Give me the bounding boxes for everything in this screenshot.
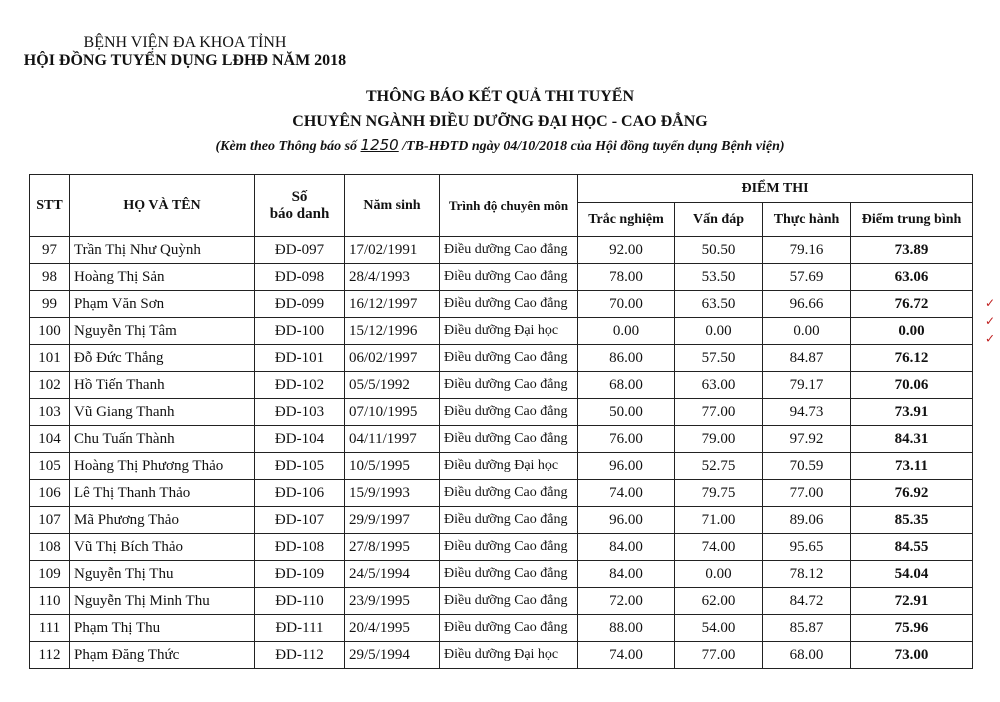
cell-mcq: 74.00 bbox=[578, 480, 675, 507]
cell-stt: 103 bbox=[30, 399, 70, 426]
cell-sbd: ĐD-102 bbox=[255, 372, 345, 399]
cell-oral: 57.50 bbox=[675, 345, 763, 372]
cell-stt: 112 bbox=[30, 642, 70, 669]
cell-sbd: ĐD-108 bbox=[255, 534, 345, 561]
cell-level: Điều dưỡng Cao đẳng bbox=[440, 237, 578, 264]
cell-mcq: 78.00 bbox=[578, 264, 675, 291]
cell-name: Lê Thị Thanh Thảo bbox=[70, 480, 255, 507]
cell-practice: 0.00 bbox=[763, 318, 851, 345]
cell-avg: 73.11 bbox=[851, 453, 973, 480]
cell-oral: 79.75 bbox=[675, 480, 763, 507]
table-row bbox=[30, 615, 973, 642]
cell-practice: 79.16 bbox=[763, 237, 851, 264]
cell-dob: 29/5/1994 bbox=[345, 642, 440, 669]
cell-dob: 27/8/1995 bbox=[345, 534, 440, 561]
cell-level: Điều dưỡng Cao đẳng bbox=[440, 291, 578, 318]
cell-dob: 17/02/1991 bbox=[345, 237, 440, 264]
cell-avg: 73.91 bbox=[851, 399, 973, 426]
cell-dob: 10/5/1995 bbox=[345, 453, 440, 480]
cell-stt: 108 bbox=[30, 534, 70, 561]
cell-practice: 57.69 bbox=[763, 264, 851, 291]
cell-sbd: ĐD-104 bbox=[255, 426, 345, 453]
council-name: HỘI ĐỒNG TUYỂN DỤNG LĐHĐ NĂM 2018 bbox=[23, 52, 347, 69]
cell-oral: 74.00 bbox=[675, 534, 763, 561]
cell-stt: 99 bbox=[30, 291, 70, 318]
cell-oral: 62.00 bbox=[675, 588, 763, 615]
table-row bbox=[30, 453, 973, 480]
cell-sbd: ĐD-098 bbox=[255, 264, 345, 291]
cell-name: Hoàng Thị Sản bbox=[70, 264, 255, 291]
cell-name: Phạm Thị Thu bbox=[70, 615, 255, 642]
document-reference bbox=[0, 136, 1000, 155]
cell-level: Điều dưỡng Cao đẳng bbox=[440, 507, 578, 534]
cell-stt: 100 bbox=[30, 318, 70, 345]
cell-avg: 0.00 bbox=[851, 318, 973, 345]
document-title: THÔNG BÁO KẾT QUẢ THI TUYỂN bbox=[365, 88, 635, 105]
cell-level: Điều dưỡng Cao đẳng bbox=[440, 588, 578, 615]
cell-name: Vũ Giang Thanh bbox=[70, 399, 255, 426]
cell-avg: 84.31 bbox=[851, 426, 973, 453]
cell-avg: 75.96 bbox=[851, 615, 973, 642]
cell-oral: 0.00 bbox=[675, 561, 763, 588]
cell-mcq: 74.00 bbox=[578, 642, 675, 669]
cell-avg: 76.92 bbox=[851, 480, 973, 507]
cell-sbd: ĐD-097 bbox=[255, 237, 345, 264]
cell-name: Mã Phương Thảo bbox=[70, 507, 255, 534]
cell-mcq: 88.00 bbox=[578, 615, 675, 642]
cell-practice: 96.66 bbox=[763, 291, 851, 318]
header-sbd bbox=[255, 175, 345, 237]
cell-sbd: ĐD-110 bbox=[255, 588, 345, 615]
cell-level: Điều dưỡng Cao đẳng bbox=[440, 480, 578, 507]
cell-dob: 15/9/1993 bbox=[345, 480, 440, 507]
cell-practice: 77.00 bbox=[763, 480, 851, 507]
cell-avg: 73.89 bbox=[851, 237, 973, 264]
cell-oral: 50.50 bbox=[675, 237, 763, 264]
table-row bbox=[30, 534, 973, 561]
cell-oral: 77.00 bbox=[675, 399, 763, 426]
table-row bbox=[30, 561, 973, 588]
cell-mcq: 72.00 bbox=[578, 588, 675, 615]
cell-oral: 63.00 bbox=[675, 372, 763, 399]
table-row bbox=[30, 264, 973, 291]
cell-level: Điều dưỡng Cao đẳng bbox=[440, 615, 578, 642]
cell-avg: 63.06 bbox=[851, 264, 973, 291]
cell-dob: 23/9/1995 bbox=[345, 588, 440, 615]
cell-dob: 16/12/1997 bbox=[345, 291, 440, 318]
cell-name: Phạm Đăng Thức bbox=[70, 642, 255, 669]
table-row bbox=[30, 507, 973, 534]
table-row bbox=[30, 399, 973, 426]
cell-level: Điều dưỡng Cao đẳng bbox=[440, 534, 578, 561]
cell-level: Điều dưỡng Cao đẳng bbox=[440, 399, 578, 426]
handwritten-margin-mark: ✓ ✓ ✓ bbox=[983, 296, 997, 346]
cell-avg: 76.12 bbox=[851, 345, 973, 372]
cell-name: Nguyễn Thị Tâm bbox=[70, 318, 255, 345]
cell-practice: 68.00 bbox=[763, 642, 851, 669]
cell-level: Điều dưỡng Cao đẳng bbox=[440, 345, 578, 372]
cell-practice: 70.59 bbox=[763, 453, 851, 480]
header-avg: Điểm trung bình bbox=[851, 203, 973, 237]
cell-name: Hồ Tiến Thanh bbox=[70, 372, 255, 399]
table-row bbox=[30, 372, 973, 399]
cell-oral: 0.00 bbox=[675, 318, 763, 345]
cell-mcq: 96.00 bbox=[578, 453, 675, 480]
cell-stt: 98 bbox=[30, 264, 70, 291]
cell-dob: 28/4/1993 bbox=[345, 264, 440, 291]
cell-stt: 111 bbox=[30, 615, 70, 642]
cell-oral: 63.50 bbox=[675, 291, 763, 318]
header-oral: Vấn đáp bbox=[675, 203, 763, 237]
cell-dob: 05/5/1992 bbox=[345, 372, 440, 399]
table-row bbox=[30, 237, 973, 264]
cell-name: Chu Tuấn Thành bbox=[70, 426, 255, 453]
cell-sbd: ĐD-111 bbox=[255, 615, 345, 642]
results-table bbox=[29, 174, 973, 669]
cell-practice: 89.06 bbox=[763, 507, 851, 534]
cell-dob: 24/5/1994 bbox=[345, 561, 440, 588]
header-mcq: Trắc nghiệm bbox=[578, 203, 675, 237]
document-subtitle: CHUYÊN NGÀNH ĐIỀU DƯỠNG ĐẠI HỌC - CAO ĐẲNG bbox=[292, 113, 708, 130]
header-sbd-line1: Số bbox=[291, 188, 308, 205]
cell-name: Vũ Thị Bích Thảo bbox=[70, 534, 255, 561]
cell-stt: 109 bbox=[30, 561, 70, 588]
cell-dob: 20/4/1995 bbox=[345, 615, 440, 642]
cell-stt: 105 bbox=[30, 453, 70, 480]
cell-oral: 79.00 bbox=[675, 426, 763, 453]
cell-stt: 97 bbox=[30, 237, 70, 264]
header-name: HỌ VÀ TÊN bbox=[70, 175, 255, 237]
cell-oral: 77.00 bbox=[675, 642, 763, 669]
header-sbd-line2: báo danh bbox=[269, 205, 330, 222]
cell-name: Nguyễn Thị Minh Thu bbox=[70, 588, 255, 615]
table-row bbox=[30, 318, 973, 345]
cell-sbd: ĐD-099 bbox=[255, 291, 345, 318]
cell-level: Điều dưỡng Cao đẳng bbox=[440, 264, 578, 291]
cell-level: Điều dưỡng Đại học bbox=[440, 318, 578, 345]
cell-name: Hoàng Thị Phương Thảo bbox=[70, 453, 255, 480]
cell-name: Phạm Văn Sơn bbox=[70, 291, 255, 318]
cell-sbd: ĐD-112 bbox=[255, 642, 345, 669]
cell-sbd: ĐD-101 bbox=[255, 345, 345, 372]
table-row bbox=[30, 642, 973, 669]
cell-avg: 84.55 bbox=[851, 534, 973, 561]
cell-stt: 101 bbox=[30, 345, 70, 372]
cell-dob: 29/9/1997 bbox=[345, 507, 440, 534]
cell-sbd: ĐD-107 bbox=[255, 507, 345, 534]
cell-practice: 94.73 bbox=[763, 399, 851, 426]
cell-avg: 76.72 bbox=[851, 291, 973, 318]
cell-name: Nguyễn Thị Thu bbox=[70, 561, 255, 588]
table-row bbox=[30, 480, 973, 507]
header-scores: ĐIỂM THI bbox=[578, 175, 973, 203]
header-practice: Thực hành bbox=[763, 203, 851, 237]
cell-oral: 71.00 bbox=[675, 507, 763, 534]
cell-name: Đỗ Đức Thắng bbox=[70, 345, 255, 372]
cell-practice: 78.12 bbox=[763, 561, 851, 588]
handwritten-number: 1250 bbox=[360, 136, 399, 154]
cell-dob: 06/02/1997 bbox=[345, 345, 440, 372]
cell-sbd: ĐD-105 bbox=[255, 453, 345, 480]
cell-level: Điều dưỡng Đại học bbox=[440, 453, 578, 480]
cell-avg: 72.91 bbox=[851, 588, 973, 615]
cell-mcq: 70.00 bbox=[578, 291, 675, 318]
cell-sbd: ĐD-103 bbox=[255, 399, 345, 426]
cell-avg: 70.06 bbox=[851, 372, 973, 399]
cell-practice: 84.72 bbox=[763, 588, 851, 615]
cell-stt: 110 bbox=[30, 588, 70, 615]
cell-practice: 85.87 bbox=[763, 615, 851, 642]
cell-sbd: ĐD-109 bbox=[255, 561, 345, 588]
cell-sbd: ĐD-106 bbox=[255, 480, 345, 507]
reference-prefix: (Kèm theo Thông báo số bbox=[215, 139, 358, 154]
header-dob: Năm sinh bbox=[345, 175, 440, 237]
cell-level: Điều dưỡng Cao đẳng bbox=[440, 372, 578, 399]
cell-stt: 106 bbox=[30, 480, 70, 507]
cell-oral: 52.75 bbox=[675, 453, 763, 480]
header-level: Trình độ chuyên môn bbox=[440, 175, 578, 237]
org-name: BỆNH VIỆN ĐA KHOA TỈNH bbox=[83, 34, 287, 51]
cell-mcq: 76.00 bbox=[578, 426, 675, 453]
cell-mcq: 50.00 bbox=[578, 399, 675, 426]
cell-oral: 54.00 bbox=[675, 615, 763, 642]
cell-dob: 04/11/1997 bbox=[345, 426, 440, 453]
table-row bbox=[30, 426, 973, 453]
cell-mcq: 92.00 bbox=[578, 237, 675, 264]
cell-mcq: 84.00 bbox=[578, 534, 675, 561]
cell-avg: 73.00 bbox=[851, 642, 973, 669]
table-row bbox=[30, 588, 973, 615]
cell-level: Điều dưỡng Đại học bbox=[440, 642, 578, 669]
cell-stt: 104 bbox=[30, 426, 70, 453]
table-row bbox=[30, 345, 973, 372]
reference-suffix: /TB-HĐTD ngày 04/10/2018 của Hội đồng tuyển dụng Bệnh viện) bbox=[402, 139, 785, 154]
table-row bbox=[30, 291, 973, 318]
cell-stt: 107 bbox=[30, 507, 70, 534]
cell-name: Trần Thị Như Quỳnh bbox=[70, 237, 255, 264]
cell-avg: 54.04 bbox=[851, 561, 973, 588]
cell-practice: 79.17 bbox=[763, 372, 851, 399]
cell-practice: 95.65 bbox=[763, 534, 851, 561]
cell-stt: 102 bbox=[30, 372, 70, 399]
cell-mcq: 0.00 bbox=[578, 318, 675, 345]
header-stt: STT bbox=[30, 175, 70, 237]
cell-avg: 85.35 bbox=[851, 507, 973, 534]
cell-sbd: ĐD-100 bbox=[255, 318, 345, 345]
cell-mcq: 96.00 bbox=[578, 507, 675, 534]
cell-dob: 15/12/1996 bbox=[345, 318, 440, 345]
cell-level: Điều dưỡng Cao đẳng bbox=[440, 561, 578, 588]
cell-mcq: 86.00 bbox=[578, 345, 675, 372]
cell-practice: 84.87 bbox=[763, 345, 851, 372]
cell-oral: 53.50 bbox=[675, 264, 763, 291]
cell-practice: 97.92 bbox=[763, 426, 851, 453]
cell-mcq: 68.00 bbox=[578, 372, 675, 399]
cell-mcq: 84.00 bbox=[578, 561, 675, 588]
cell-dob: 07/10/1995 bbox=[345, 399, 440, 426]
cell-level: Điều dưỡng Cao đẳng bbox=[440, 426, 578, 453]
